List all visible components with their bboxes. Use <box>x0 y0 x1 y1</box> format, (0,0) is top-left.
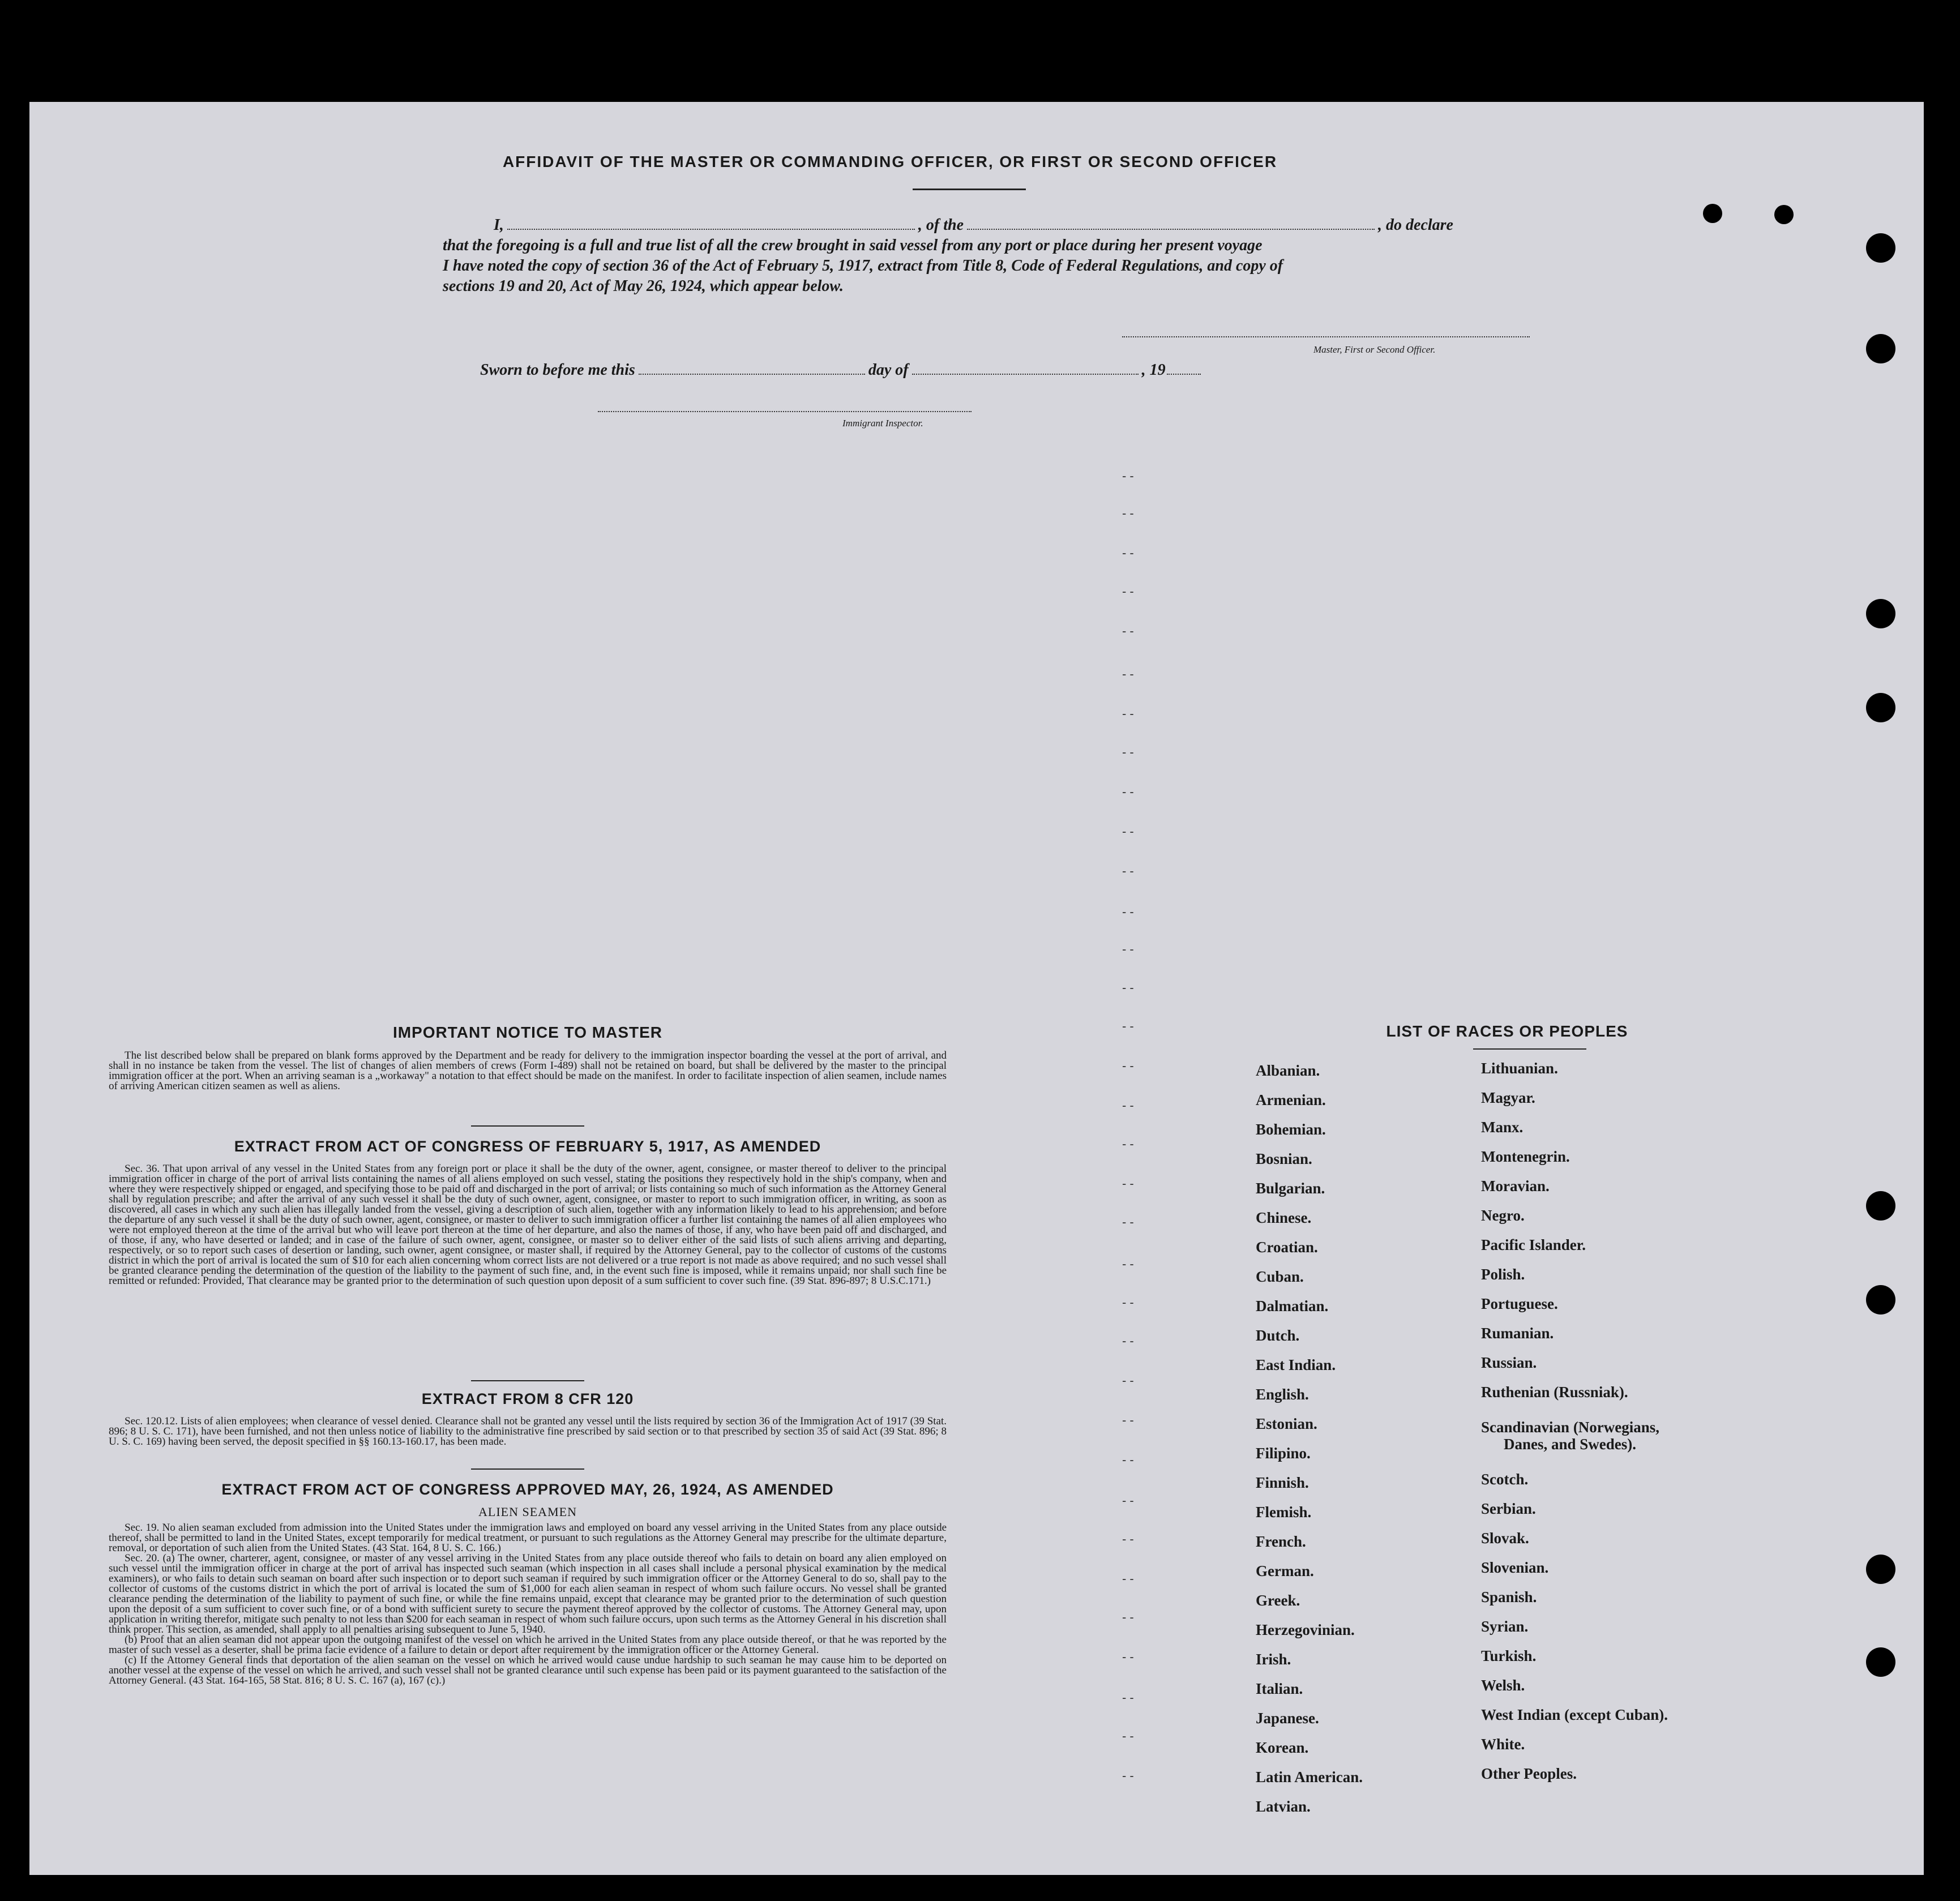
sworn-day-of: day of <box>868 361 909 379</box>
sworn-prefix: Sworn to before me this <box>480 361 635 379</box>
race-item: Polish. <box>1481 1266 1525 1283</box>
race-item: Latin American. <box>1256 1769 1363 1786</box>
declaration-declare: , do declare <box>1378 216 1453 234</box>
section-20-a: Sec. 20. (a) The owner, charterer, agent, consignee, or master of any vessel arriving in the United States from any place outside thereof who fails to detain on board any alien employed on such vessel until the immigration officer in charge at the port of arrival has inspected such seaman (which inspection in all cases shall include a personal physical examination by the medical examiners), or who fails to detain such seaman on board after such inspection or to deport such seaman if required by such immigration officer or the Attorney General to do so, shall pay to the collector of customs of the customs district in which the port of arrival is located the sum of $1,000 for each alien seaman in respect of whom such failure occurs. No vessel shall be granted clearance pending the determination of the liability to payment of such fine, or while the fine remains unpaid, except that clearance may be granted prior to the determination of such question upon the deposit of a sum sufficient to cover such fine, or of a bond with sufficient surety to secure the payment thereof approved by the collector of customs. The Attorney General may, upon application in writing therefor, mitigate such penalty to not less than $200 for each seaman in respect of whom such failure occurs, upon such terms as the Attorney General in his discretion shall think proper. This section, as amended, shall apply to all penalties arising subsequent to June 5, 1940. <box>109 1552 947 1635</box>
extract-cfr-title: EXTRACT FROM 8 CFR 120 <box>421 1390 634 1407</box>
section-120-12: Sec. 120.12. Lists of alien employees; when clearance of vessel denied. Clearance shall not be granted any vessel until the lists required by section 36 of the Immigration Act of 1917 (39 Stat. 896; 8 U. S. C. 171), have been furnished, and not then unless notice of liability to the administrative fine prescribed by said section or to that prescribed by section 35 of said Act (39 Stat. 896; 8 U. S. C. 169) having been served, the deposit specified in §§ 160.13-160.17, has been made. <box>109 1415 947 1448</box>
binder-hole <box>1866 1285 1895 1315</box>
race-item: Ruthenian (Russniak). <box>1481 1384 1628 1401</box>
sworn-date-field[interactable] <box>639 373 865 375</box>
affidavit-declaration <box>443 215 1535 297</box>
notice-paragraph: The list described below shall be prepared on blank forms approved by the Department and be ready for delivery to the immigration inspector boarding the vessel at the port of arrival, and shall in no instance be taken from the vessel. The list of changes of alien members of crews (Form I-489) shall not be retained on board, but shall be delivered by the master to the principal immigration officer at the port. When an arriving seaman is a „workaway" a notation to that effect should be made on the manifest. In order to facilitate inspection of alien seamen, include names of arriving American citizen seamen as well as aliens. <box>109 1050 947 1092</box>
notice-text <box>109 1051 947 1091</box>
race-item: Scandinavian (Norwegians, <box>1481 1419 1660 1436</box>
binder-hole <box>1866 1191 1895 1221</box>
declaration-of-the: , of the <box>918 216 964 234</box>
extract-1924-subtitle: ALIEN SEAMEN <box>478 1505 577 1519</box>
binder-hole <box>1774 205 1794 224</box>
binder-hole <box>1866 1647 1895 1677</box>
sworn-year-field[interactable] <box>1167 373 1201 375</box>
race-item: Estonian. <box>1256 1415 1317 1432</box>
race-item: Syrian. <box>1481 1618 1529 1635</box>
race-item: Manx. <box>1481 1119 1524 1136</box>
race-item: Filipino. <box>1256 1445 1311 1462</box>
form-sheet: AFFIDAVIT OF THE MASTER OR COMMANDING OFFICER, OR FIRST OR SECOND OFFICER I, , of the , do declare that the foregoing is a full and true list of all the crew brought in said vessel from any port or place during her present voyage I have noted the copy of section 36 of the Act of February 5, 1917, extract from Title 8, Code of Federal Regulations, and copy of sections 19 and 20, Act of May 26, 1924, which appear below. Master, First or Second Officer. Sworn to before me this day of , 19 Immigrant Inspector. -- -- -- -- -- -- -- -- -- -- -- -- -- -- -- -- -- -- -- -- -- -- -- -- -- -- -- -- -- -- -- -- -- -- IMPORTANT NOTICE TO MASTER The list described below shall be prepared on blank forms approved by the Department and be ready for delivery to the immigration inspector boarding the vessel at the port of arrival, and shall in no instance be taken from the vessel. The list of changes of alien members of crews (Form I-489) shall not be retained on board, but shall be delivered by the master to the principal immigration officer at the port. When an arriving seaman is a „workaway" a notation to that effect should be made on the manifest. In order to facilitate inspection of alien seamen, include names of arriving American citizen seamen as well as aliens. EXTRACT FROM ACT OF CONGRESS OF FEBRUARY 5, 1917, AS AMENDED Sec. 36. That upon arrival of any vessel in the United States from any foreign port or place it shall be the duty of the owner, agent, consignee, or master thereof to deliver to the principal immigration officer in charge of the port of arrival lists containing the names of all aliens employed on such vessel, stating the positions they respectively hold in the ship's company, when and where they were respectively shipped or engaged, and specifying those to be paid off and discharged in the port of arrival; or lists containing so much of such information as the Attorney General shall by regulation prescribe; and after the arrival of any such vessel it shall be the duty of such owner, agent, consignee, or master to report to such immigration officer, in writing, as soon as discovered, all cases in which any such alien has illegally landed from the vessel, giving a description of such alien, together with any information likely to lead to his apprehension; and before the departure of any such vessel it shall be the duty of such owner, agent, consignee, or master to deliver to such immigration officer a further list containing the names of all alien employees who were not employed thereon at the time of the arrival but who will leave port thereon at the time of her departure, and also the names of those, if any, who have been paid off and discharged, and of those, if any, who have deserted or landed; and in case of the failure of such owner, agent, consignee, or master so to deliver either of the said lists of such aliens arriving and departing, respectively, or so to report such cases of desertion or landing, such owner, agent consignee, or master shall, if required by the Attorney General, pay to the collector of customs of the customs district in which the port of arrival is located the sum of $10 for each alien concerning whom correct lists are not delivered or a true report is not made as above required; and no such vessel shall be granted clearance pending the determination of the question of the liability to the payment of such fine, and, in the event such fine is imposed, while it remains unpaid; nor shall such fine be remitted or refunded: Provided, That clearance may be granted prior to the determination of such question upon deposit of a sum sufficient to cover such fine. (39 Stat. 896-897; 8 U.S.C.171.) EXTRACT FROM 8 CFR 120 Sec. 120.12. Lists of alien employees; when clearance of vessel denied. Clearance shall not be granted any vessel until the lists required by section 36 of the Immigration Act of 1917 (39 Stat. 896; 8 U. S. C. 171), have been furnished, and not then unless notice of liability to the administrative fine prescribed by said section or to that prescribed by section 35 of said Act (39 Stat. 896; 8 U. S. C. 169) having been served, the deposit specified in §§ 160.13-160.17, has been made. EXTRACT FROM ACT OF CONGRESS APPROVED MAY, 26, 1924, AS AMENDED ALIEN SEAMEN Sec. 19. No alien seaman excluded from admission into the United States under the immigration laws and employed on board any vessel arriving in the United States from any place outside thereof, shall be permitted to land in the United States, except temporarily for medical treatment, or pursuant to such regulations as the Attorney General may prescribe for the ultimate departure, removal, or deportation of such alien from the United States. (43 Stat. 164, 8 U. S. C. 166.) Sec. 20. (a) The owner, charterer, agent, consignee, or master of any vessel arriving in the United States from any place outside thereof who fails to detain on board any alien employed on such vessel until the immigration officer in charge at the port of arrival has inspected such seaman (which inspection in all cases shall include a personal physical examination by the medical examiners), or who fails to detain such seaman on board after such inspection or to deport such seaman if required by such immigration officer or the Attorney General to do so, shall pay to the collector of customs of the customs district in which the port of arrival is located the sum of $1,000 for each alien seaman in respect of whom such failure occurs. No vessel shall be granted clearance pending the determination of the liability to payment of such fine, or while the fine remains unpaid, except that clearance may be granted prior to the determination of such question upon the deposit of a sum sufficient to cover such fine, or of a bond with sufficient surety to secure the payment thereof approved by the collector of customs. The Attorney General may, upon application in writing therefor, mitigate such penalty to not less than $200 for each seaman in respect of whom such failure occurs, upon such terms as the Attorney General in his discretion shall think proper. This section, as amended, shall apply to all penalties arising subsequent to June 5, 1940. (b) Proof that an alien seaman did not appear upon the outgoing manifest of the vessel on which he arrived in the United States from any place outside thereof, or that he was reported by the master of such vessel as a deserter, shall be prima facie evidence of a failure to detain or deport after requirement by the immigration officer or the Attorney General. (c) If the Attorney General finds that deportation of the alien seaman on the vessel on which he arrived would cause undue hardship to such seaman he may cause him to be deported on another vessel at the expense of the vessel on which he arrived, and such vessel shall not be granted clearance until such expense has been paid or its payment guaranteed to the satisfaction of the Attorney General. (43 Stat. 164-165, 58 Stat. 816; 8 U. S. C. 167 (a), 167 (c).) LIST OF RACES OR PEOPLES Albanian. Armenian. Bohemian. Bosnian. Bulgarian. Chinese. Croatian. Cuban. Dalmatian. Dutch. East Indian. English. Estonian. Filipino. Finnish. Flemish. French. German. Greek. Herzegovinian. Irish. Italian. Japanese. Korean. Latin American. Latvian. Lithuanian. Magyar. Manx. Montenegrin. Moravian. Negro. Pacific Islander. Polish. Portuguese. Rumanian. Russian. Ruthenian (Russniak). Scandinavian (Norwegians, Danes, and Swedes). Scotch. Serbian. Slovak. Slovenian. Spanish. Syrian. Turkish. Welsh. West Indian (except Cuban). White. Other Peoples. <box>29 102 1924 1875</box>
binder-hole <box>1866 334 1895 363</box>
extract-1917-text <box>109 1164 947 1286</box>
declaration-line4: sections 19 and 20, Act of May 26, 1924, which appear below. <box>443 277 844 295</box>
race-item: Slovak. <box>1481 1530 1529 1547</box>
race-item: Magyar. <box>1481 1089 1535 1106</box>
name-field[interactable] <box>507 228 915 230</box>
race-item: German. <box>1256 1562 1314 1579</box>
inspector-caption: Immigrant Inspector. <box>842 418 923 429</box>
binder-hole <box>1866 1555 1895 1584</box>
race-item: Cuban. <box>1256 1268 1304 1285</box>
race-item: Lithuanian. <box>1481 1060 1558 1077</box>
race-item: Herzegovinian. <box>1256 1621 1355 1638</box>
race-item: Slovenian. <box>1481 1559 1549 1576</box>
race-item: Scotch. <box>1481 1471 1529 1488</box>
master-caption: Master, First or Second Officer. <box>1313 344 1436 355</box>
race-item: Dalmatian. <box>1256 1298 1329 1315</box>
race-item: Bosnian. <box>1256 1150 1312 1167</box>
declaration-line3: I have noted the copy of section 36 of the Act of February 5, 1917, extract from Title 8, Code of Federal Regulations, and copy of <box>443 257 1283 275</box>
race-item: Danes, and Swedes). <box>1504 1436 1637 1453</box>
race-item: Italian. <box>1256 1680 1303 1697</box>
race-item: French. <box>1256 1533 1306 1550</box>
affidavit-title: AFFIDAVIT OF THE MASTER OR COMMANDING OFFICER, OR FIRST OR SECOND OFFICER <box>502 153 1278 170</box>
race-item: Other Peoples. <box>1481 1765 1577 1782</box>
race-item: Croatian. <box>1256 1239 1318 1256</box>
race-item: Spanish. <box>1481 1589 1537 1605</box>
race-item: Dutch. <box>1256 1327 1300 1344</box>
race-item: Greek. <box>1256 1592 1300 1609</box>
title-rule <box>913 189 1026 190</box>
declaration-line2: that the foregoing is a full and true list of all the crew brought in said vessel from any port or place during her present voyage <box>443 237 1263 254</box>
extract-1917-title: EXTRACT FROM ACT OF CONGRESS OF FEBRUARY 5, 1917, AS AMENDED <box>234 1138 821 1155</box>
section-19: Sec. 19. No alien seaman excluded from admission into the United States under the immigration laws and employed on board any vessel arriving in the United States from any place outside thereof, shall be permitted to land in the United States, except temporarily for medical treatment, or pursuant to such regulations as the Attorney General may prescribe for the ultimate departure, removal, or deportation of such alien from the United States. (43 Stat. 164, 8 U. S. C. 166.) <box>109 1522 947 1554</box>
race-item: Finnish. <box>1256 1474 1309 1491</box>
race-item: Russian. <box>1481 1354 1537 1371</box>
extract-1924-title: EXTRACT FROM ACT OF CONGRESS APPROVED MAY, 26, 1924, AS AMENDED <box>221 1481 834 1498</box>
declaration-i: I, <box>494 216 504 234</box>
race-item: Negro. <box>1481 1207 1525 1224</box>
race-item: English. <box>1256 1386 1309 1403</box>
races-rule <box>1473 1048 1586 1050</box>
section-20-c: (c) If the Attorney General finds that deportation of the alien seaman on the vessel on which he arrived would cause undue hardship to such seaman he may cause him to be deported on another vessel at the expense of the vessel on which he arrived, and such vessel shall not be granted clearance until such expense has been paid or its payment guaranteed to the satisfaction of the Attorney General. (43 Stat. 164-165, 58 Stat. 816; 8 U. S. C. 167 (a), 167 (c).) <box>109 1654 947 1686</box>
race-item: Serbian. <box>1481 1500 1536 1517</box>
race-item: Japanese. <box>1256 1710 1319 1727</box>
binder-hole <box>1866 233 1895 263</box>
extract-cfr-text <box>109 1416 947 1447</box>
notice-rule <box>471 1125 584 1127</box>
race-item: Albanian. <box>1256 1062 1320 1079</box>
race-item: Irish. <box>1256 1651 1291 1668</box>
race-item: Latvian. <box>1256 1798 1311 1815</box>
race-item: Rumanian. <box>1481 1325 1554 1342</box>
race-item: Pacific Islander. <box>1481 1236 1586 1253</box>
section-20-b: (b) Proof that an alien seaman did not appear upon the outgoing manifest of the vessel on which he arrived in the United States from any place outside thereof, or that he was reported by the master of such vessel as a deserter, shall be prima facie evidence of a failure to detain or deport after requirement by the immigration officer or the Attorney General. <box>109 1634 947 1656</box>
inspector-signature-line[interactable] <box>598 411 972 412</box>
master-signature-line[interactable] <box>1122 336 1530 337</box>
races-title: LIST OF RACES OR PEOPLES <box>1386 1022 1628 1040</box>
race-item: East Indian. <box>1256 1356 1336 1373</box>
vessel-field[interactable] <box>967 228 1375 230</box>
extract-1924-text <box>109 1523 947 1686</box>
binder-hole <box>1703 204 1722 223</box>
race-item: Armenian. <box>1256 1091 1326 1108</box>
race-item: Bulgarian. <box>1256 1180 1325 1197</box>
race-item: Portuguese. <box>1481 1295 1558 1312</box>
race-item: Welsh. <box>1481 1677 1525 1694</box>
extract-cfr-rule <box>471 1468 584 1470</box>
sworn-line <box>480 361 1204 379</box>
extract-1917-rule <box>471 1380 584 1381</box>
sworn-year: , 19 <box>1141 361 1166 379</box>
race-item: Moravian. <box>1481 1178 1550 1194</box>
race-item: West Indian (except Cuban). <box>1481 1706 1668 1723</box>
race-item: White. <box>1481 1736 1525 1753</box>
notice-title: IMPORTANT NOTICE TO MASTER <box>392 1024 663 1041</box>
race-item: Chinese. <box>1256 1209 1312 1226</box>
sworn-month-field[interactable] <box>912 373 1139 375</box>
race-item: Bohemian. <box>1256 1121 1326 1138</box>
section-36: Sec. 36. That upon arrival of any vessel in the United States from any foreign port or place it shall be the duty of the owner, agent, consignee, or master thereof to deliver to the principal immigration officer in charge of the port of arrival lists containing the names of all aliens employed on such vessel, stating the positions they respectively hold in the ship's company, when and where they were respectively shipped or engaged, and specifying those to be paid off and discharged in the port of arrival; or lists containing so much of such information as the Attorney General shall by regulation prescribe; and after the arrival of any such vessel it shall be the duty of such owner, agent, consignee, or master to report to such immigration officer, in writing, as soon as discovered, all cases in which any such alien has illegally landed from the vessel, giving a description of such alien, together with any information likely to lead to his apprehension; and before the departure of any such vessel it shall be the duty of such owner, agent, consignee, or master to deliver to such immigration officer a further list containing the names of all alien employees who were not employed thereon at the time of the arrival but who will leave port thereon at the time of her departure, and also the names of those, if any, who have been paid off and discharged, and of those, if any, who have deserted or landed; and in case of the failure of such owner, agent, consignee, or master so to deliver either of the said lists of such aliens arriving and departing, respectively, or so to report such cases of desertion or landing, such owner, agent consignee, or master shall, if required by the Attorney General, pay to the collector of customs of the customs district in which the port of arrival is located the sum of $10 for each alien concerning whom correct lists are not delivered or a true report is not made as above required; and no such vessel shall be granted clearance pending the determination of the question of the liability to the payment of such fine, and, in the event such fine is imposed, while it remains unpaid; nor shall such fine be remitted or refunded: Provided, That clearance may be granted prior to the determination of such question upon deposit of a sum sufficient to cover such fine. (39 Stat. 896-897; 8 U.S.C.171.) <box>109 1163 947 1287</box>
race-item: Turkish. <box>1481 1647 1537 1664</box>
race-item: Korean. <box>1256 1739 1309 1756</box>
binder-hole <box>1866 693 1895 722</box>
race-item: Flemish. <box>1256 1504 1312 1521</box>
race-item: Montenegrin. <box>1481 1148 1570 1165</box>
binder-hole <box>1866 599 1895 628</box>
